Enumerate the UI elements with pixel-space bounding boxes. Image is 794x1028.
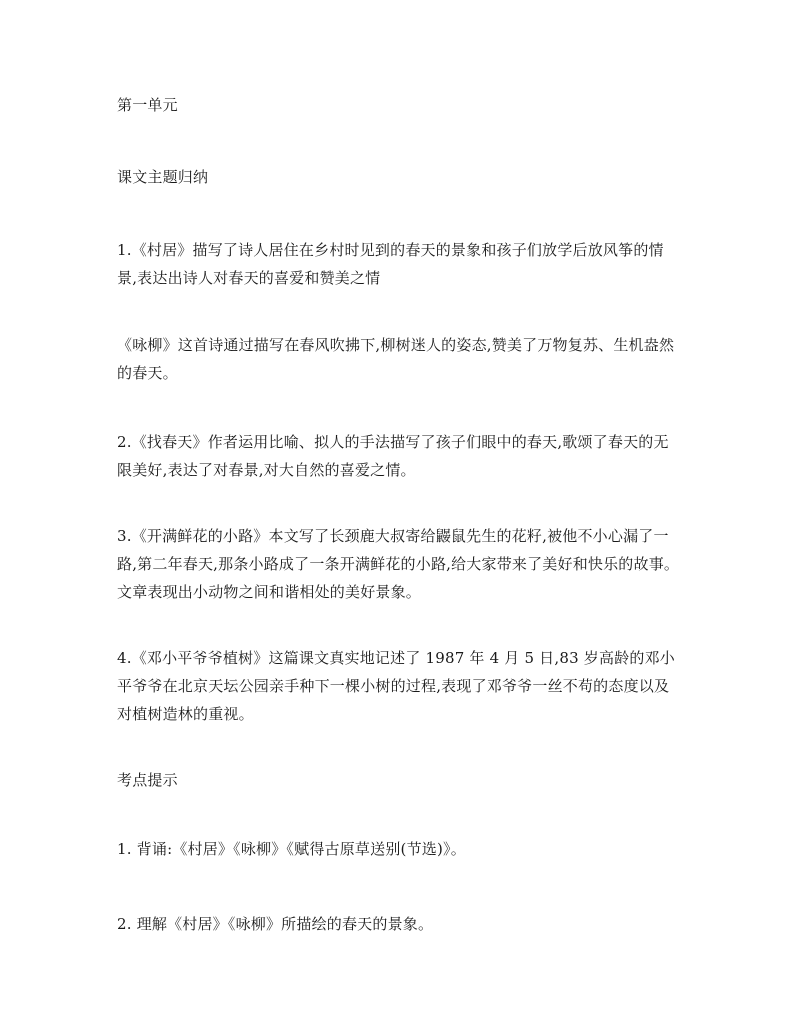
- tip-item-understand: 2. 理解《村居》《咏柳》所描绘的春天的景象。: [117, 915, 434, 933]
- summary-paragraph-yongliu: 《咏柳》这首诗通过描写在春风吹拂下,柳树迷人的姿态,赞美了万物复苏、生机盎然的春天。: [117, 336, 675, 382]
- summary-paragraph-zhaochuntian: 2.《找春天》作者运用比喻、拟人的手法描写了孩子们眼中的春天,歌颂了春天的无限美好,表达了对春景,对大自然的喜爱之情。: [117, 433, 669, 479]
- tip-item-recite: 1. 背诵:《村居》《咏柳》《赋得古原草送别(节选)》。: [117, 840, 466, 858]
- summary-paragraph-zhishu: 4.《邓小平爷爷植树》这篇课文真实地记述了 1987 年 4 月 5 日,83 岁高龄的邓小平爷爷在北京天坛公园亲手种下一棵小树的过程,表现了邓爷爷一丝不苟的态度以及对植树造林的重视。: [117, 649, 676, 723]
- section-summary-title: 课文主题归纳: [117, 168, 209, 186]
- summary-paragraph-cunju: 1.《村居》描写了诗人居住在乡村时见到的春天的景象和孩子们放学后放风筝的情景,表达出诗人对春天的喜爱和赞美之情: [117, 241, 664, 287]
- section-tips-title: 考点提示: [117, 771, 178, 789]
- summary-paragraph-xiaolu: 3.《开满鲜花的小路》本文写了长颈鹿大叔寄给鼹鼠先生的花籽,被他不小心漏了一路,第二年春天,那条小路成了一条开满鲜花的小路,给大家带来了美好和快乐的故事。文章表现出小动物之间和谐相处的美好景象。: [117, 527, 680, 601]
- unit-title: 第一单元: [117, 96, 178, 114]
